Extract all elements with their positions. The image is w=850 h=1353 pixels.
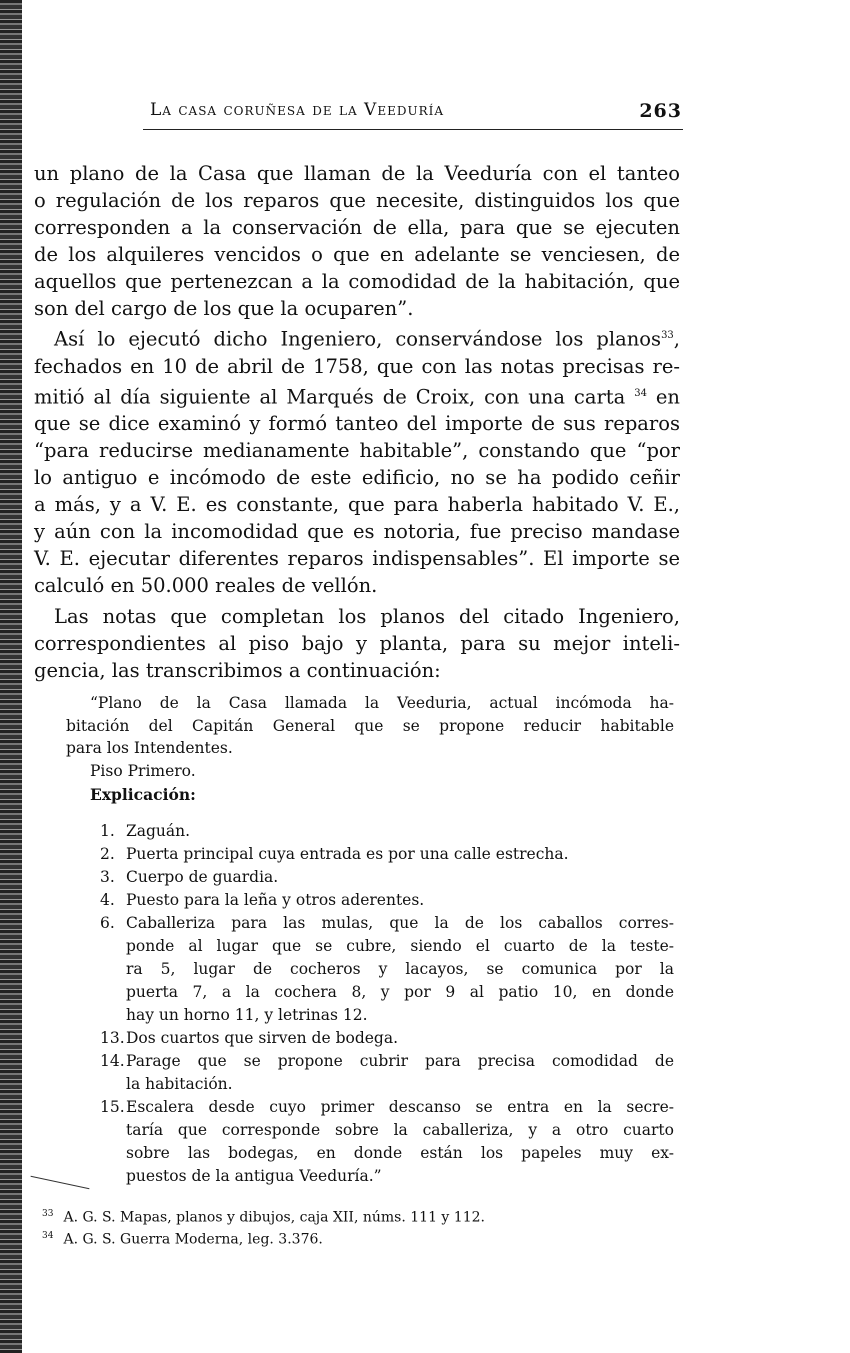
item-number: 3. [100,868,115,886]
text-line: “para reducirse medianamente habitable”, constando que “por [34,439,680,462]
footnote-text: A. G. S. Guerra Moderna, leg. 3.376. [63,1231,323,1248]
text-line: o regulación de los reparos que necesite, distinguidos los que [34,189,680,212]
list-item [100,1050,674,1096]
text-line: Las notas que completan los planos del citado Ingeniero, [54,605,680,628]
scan-edge [0,0,22,1353]
text-line: Puesto para la leña y otros aderentes. [126,891,425,909]
quoted-block [66,692,674,807]
text-line: Así lo ejecutó dicho Ingeniero, conservándose los planos$^{33}$, [54,327,680,351]
paragraph [34,603,680,684]
item-text [126,843,674,866]
item-text [126,866,674,889]
text-line: Parage que se propone cubrir para precisa comodidad de [126,1052,674,1070]
text-line: que se dice examinó y formó tanteo del importe de sus reparos [34,412,680,435]
footnote-mark: 34 [42,1230,54,1241]
text-line: gencia, las transcribimos a continuación: [34,659,441,682]
item-number: 13. [100,1029,125,1047]
text-line: son del cargo de los que la ocuparen”. [34,297,414,320]
footnotes [42,1205,485,1248]
text-line [34,380,680,411]
text-line: Caballeriza para las mulas, que la de los caballos corres- [126,914,674,932]
item-number: 4. [100,891,115,909]
text-line: bitación del Capitán General que se propone reducir habitable [66,716,674,735]
text-line: fechados en 10 de abril de 1758, que con las notas precisas re- [34,354,680,378]
item-number: 15. [100,1098,125,1116]
text-line: ponde al lugar que se cubre, siendo el cuarto de la teste- [126,937,674,955]
body-text [34,160,680,684]
text-line: un plano de la Casa que llaman de la Veeduría con el tanteo [34,162,680,185]
page-number: 263 [639,100,682,122]
floor-label: Piso Primero. [90,761,196,780]
text-line: de los alquileres vencidos o que en adelante se venciesen, de [34,243,680,266]
footnote [42,1227,485,1249]
list-item [100,843,674,866]
text-line: puestos de la antigua Veeduría.” [126,1167,382,1185]
text-line: hay un horno 11, y letrinas 12. [126,1006,368,1024]
text-span: en [646,385,680,408]
text-line: corresponden a la conservación de ella, para que se ejecuten [34,216,680,239]
item-text [126,889,674,912]
text-line: Puerta principal cuya entrada es por una calle estrecha. [126,845,569,863]
list-item [100,912,674,1027]
list-item [100,1027,674,1050]
item-number: 14. [100,1052,125,1070]
text-line: puerta 7, a la cochera 8, y por 9 al patio 10, en donde [126,983,674,1001]
text-line: y aún con la incomodidad que es notoria, fue preciso mandase [34,520,680,543]
explanation-list [100,820,674,1188]
running-header [150,100,682,122]
text-line: la habitación. [126,1075,233,1093]
footnote-ref[interactable]: 33 [661,330,674,341]
footnote [42,1205,485,1227]
item-text [126,912,674,1027]
text-line: ra 5, lugar de cocheros y lacayos, se comunica por la [126,960,674,978]
footnote-mark: 33 [42,1209,54,1219]
list-item [100,820,674,843]
text-line: “Plano de la Casa llamada la Veeduria, actual incómoda ha- [90,694,674,712]
paragraph [34,322,680,599]
text-line: a más, y a V. E. es constante, que para haberla habitado V. E., [34,493,680,516]
list-item [100,866,674,889]
footnote-text: A. G. S. Mapas, planos y dibujos, caja XII, núms. 111 y 112. [63,1209,485,1226]
text-line: Dos cuartos que sirven de bodega. [126,1029,399,1047]
chapter-title: La casa coruñesa de la Veeduría [150,100,445,120]
text-span: Así lo ejecutó dicho Ingeniero, conservándose los planos [54,327,662,351]
footnote-ref[interactable]: 34 [634,387,647,399]
text-line: taría que corresponde sobre la caballeriza, y a otro cuarto [126,1121,674,1139]
text-line: correspondientes al piso bajo y planta, para su mejor inteli- [34,632,680,655]
text-line: calculó en 50.000 reales de vellón. [34,574,378,597]
item-text [126,820,674,843]
item-number: 2. [100,845,115,863]
paragraph [34,160,680,322]
list-item [100,1096,674,1188]
text-line: Cuerpo de guardia. [126,868,279,886]
item-number: 6. [100,914,115,932]
text-line: para los Intendentes. [66,739,233,757]
list-item [100,889,674,912]
text-line: sobre las bodegas, en donde están los papeles muy ex- [126,1144,674,1162]
explanation-heading: Explicación: [90,785,196,804]
item-text [126,1027,674,1050]
item-number: 1. [100,822,115,840]
text-line: V. E. ejecutar diferentes reparos indispensables”. El importe se [34,547,680,570]
item-text [126,1096,674,1188]
text-line: aquellos que pertenezcan a la comodidad de la habitación, que [34,270,680,293]
item-text [126,1050,674,1096]
text-line: lo antiguo e incómodo de este edificio, no se ha podido ceñir [34,466,680,489]
text-span: mitió al día siguiente al Marqués de Croix, con una carta [34,385,626,408]
header-rule [143,129,683,130]
footnote-rule [31,1176,90,1189]
text-line: Zaguán. [126,822,191,840]
text-line: Escalera desde cuyo primer descanso se entra en la secre- [126,1098,674,1116]
